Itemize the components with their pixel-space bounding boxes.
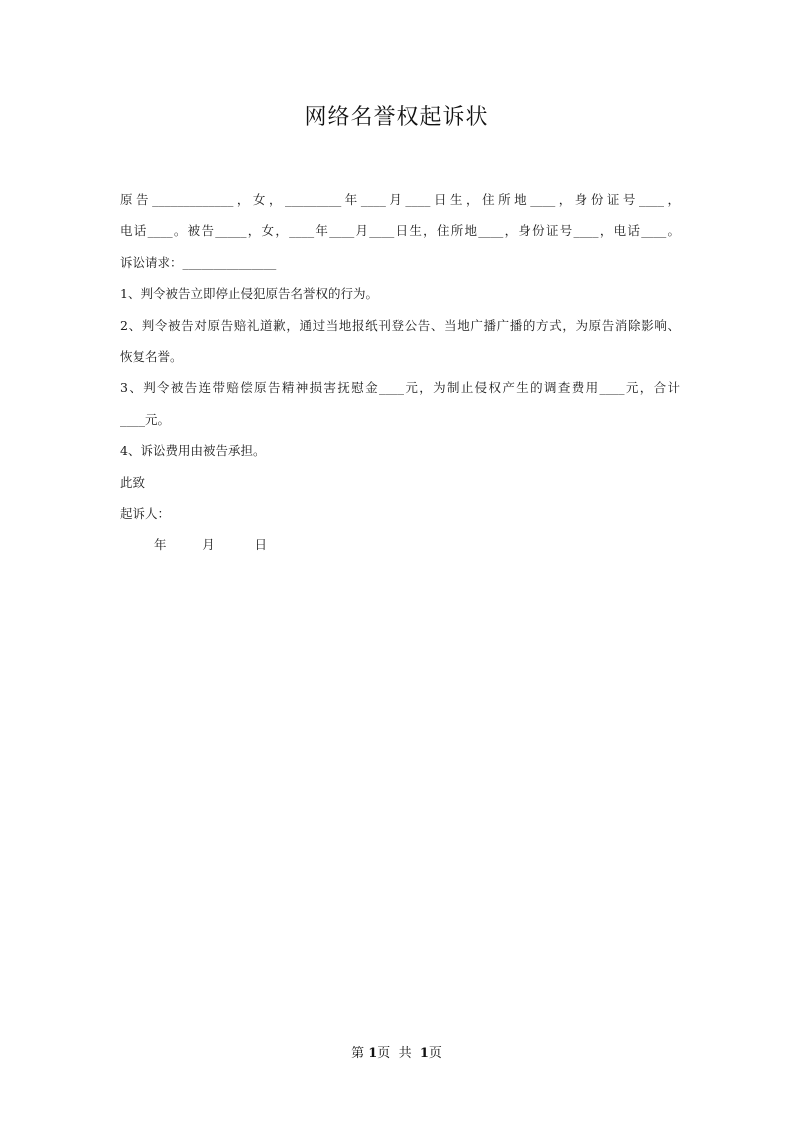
document-title: 网络名誉权起诉状 bbox=[304, 105, 489, 130]
signature-label: 起诉人： bbox=[120, 505, 171, 521]
claim-item-3-continued: ____元。 bbox=[120, 411, 171, 427]
defendant-info-line: 电话____。被告_____，女，____年____月____日生，住所地____，身份证号____，电话____。 bbox=[120, 223, 680, 239]
claim-item-3: 3、判令被告连带赔偿原告精神损害抚慰金____元，为制止侵权产生的调查费用____元，合计 bbox=[120, 380, 680, 396]
claim-item-2-continued: 恢复名誉。 bbox=[120, 348, 183, 364]
claim-item-2: 2、判令被告对原告赔礼道歉，通过当地报纸刊登公告、当地广播广播的方式，为原告消除影响、 bbox=[120, 317, 680, 333]
document-body bbox=[120, 184, 680, 561]
footer-page-unit: 页 bbox=[377, 1046, 391, 1061]
footer-total-unit: 页 bbox=[428, 1046, 442, 1061]
plaintiff-info-line: 原告_____________，女，_________年____月____日生，住所地____，身份证号____， bbox=[120, 192, 680, 207]
claims-heading: 诉讼请求：_______________ bbox=[120, 254, 277, 270]
date-month-label: 月 bbox=[202, 537, 215, 553]
date-line bbox=[120, 529, 680, 560]
claim-item-1: 1、判令被告立即停止侵犯原告名誉权的行为。 bbox=[120, 286, 378, 302]
footer-page-number: 1 bbox=[368, 1046, 378, 1061]
date-year-label: 年 bbox=[154, 537, 167, 553]
page-footer bbox=[0, 1042, 793, 1061]
footer-separator: 共 bbox=[398, 1046, 412, 1061]
footer-total-pages: 1 bbox=[419, 1046, 429, 1061]
date-day-label: 日 bbox=[254, 537, 268, 553]
salutation: 此致 bbox=[120, 474, 146, 490]
claim-item-4: 4、诉讼费用由被告承担。 bbox=[120, 443, 266, 459]
footer-prefix: 第 bbox=[351, 1046, 365, 1061]
